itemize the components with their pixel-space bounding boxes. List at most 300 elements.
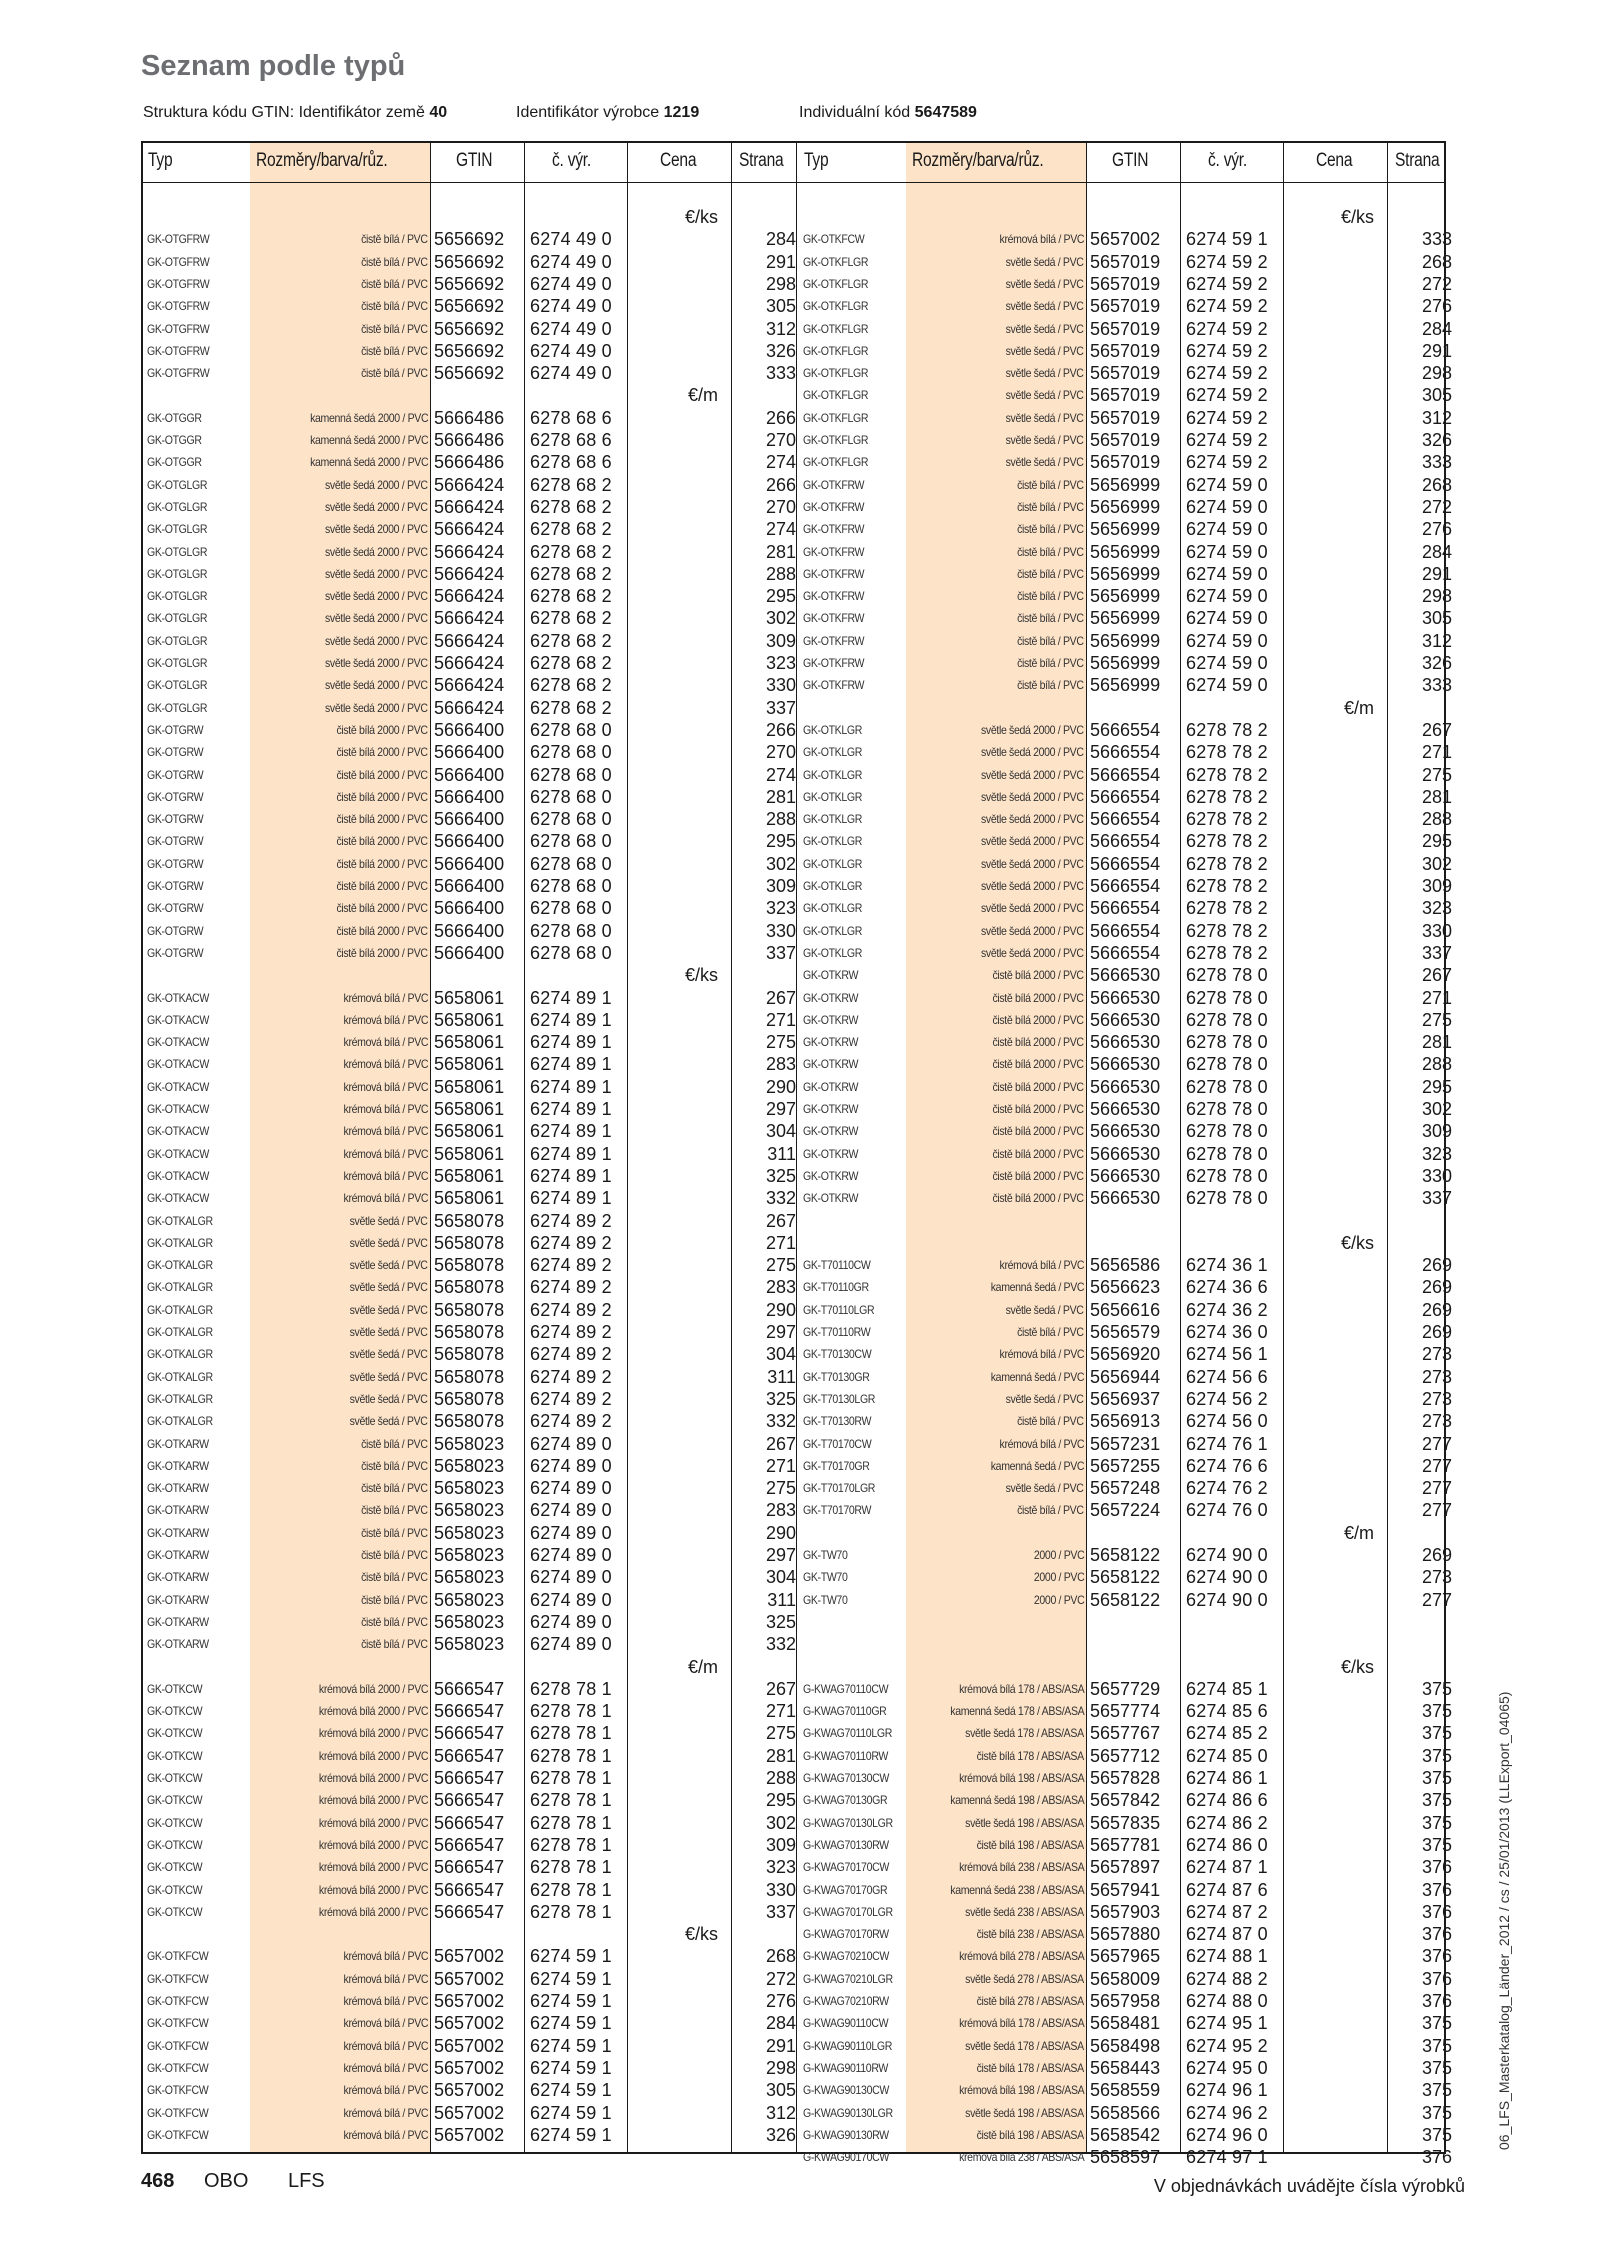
table-row	[0, 1477, 796, 1499]
gtin-cell: 5657224	[1090, 1500, 1161, 1521]
type-cell: GK-OTKFLGR	[803, 388, 869, 403]
article-number-cell: 6274 95 1	[1186, 2013, 1268, 2034]
table-row	[656, 1589, 1452, 1611]
dimension-cell: čistě bílá 2000 / PVC	[992, 1079, 1084, 1094]
article-number-cell: 6278 68 2	[530, 496, 612, 517]
dimension-cell: světle šedá / PVC	[350, 1235, 428, 1250]
table-row	[0, 920, 796, 942]
gtin-cell: 5658009	[1090, 1968, 1161, 1989]
article-number-cell: 6278 78 2	[1186, 920, 1268, 941]
dimension-cell: kamenná šedá 178 / ABS/ASA	[949, 1704, 1084, 1719]
page-ref-cell: 375	[1421, 2080, 1452, 2101]
type-cell: GK-OTGRW	[147, 901, 204, 916]
type-cell: GK-OTKALGR	[147, 1347, 213, 1362]
table-row	[0, 1544, 796, 1566]
page-ref-cell: 271	[765, 1232, 796, 1253]
article-number-cell: 6278 78 0	[1186, 1032, 1268, 1053]
type-cell: GK-OTKLGR	[803, 767, 863, 782]
gtin-cell: 5657965	[1090, 1946, 1161, 1967]
type-cell: GK-OTKRW	[803, 968, 859, 983]
dimension-cell: čistě bílá / PVC	[361, 366, 428, 381]
article-number-cell: 6274 86 1	[1186, 1768, 1268, 1788]
dimension-cell: světle šedá 2000 / PVC	[325, 589, 428, 604]
article-number-cell: 6274 95 2	[1186, 2035, 1268, 2056]
type-cell: GK-OTKRW	[803, 1057, 859, 1072]
dimension-cell: krémová bílá 2000 / PVC	[318, 1704, 428, 1719]
type-cell: GK-T70170CW	[803, 1436, 872, 1451]
gtin-cell: 5656692	[434, 273, 505, 294]
gtin-cell: 5658597	[1090, 2147, 1161, 2168]
page-ref-cell: 267	[765, 1678, 796, 1699]
dimension-cell: krémová bílá / PVC	[999, 1347, 1084, 1362]
gtin-maker-label: Identifikátor výrobce	[516, 104, 664, 121]
gtin-cell: 5656937	[1090, 1388, 1161, 1409]
gtin-cell: 5666424	[434, 541, 505, 562]
table-row	[0, 1879, 796, 1901]
article-number-cell: 6274 89 0	[530, 1589, 612, 1610]
page-ref-cell: 267	[765, 987, 796, 1008]
type-cell: GK-OTGRW	[147, 789, 204, 804]
article-number-cell: 6278 78 2	[1186, 831, 1268, 852]
dimension-cell: světle šedá / PVC	[1006, 433, 1084, 447]
gtin-cell: 5666400	[434, 786, 505, 807]
type-cell: GK-OTKARW	[147, 1525, 209, 1540]
article-number-cell: 6274 36 1	[1186, 1255, 1268, 1276]
dimension-cell: světle šedá 178 / ABS/ASA	[965, 1726, 1084, 1741]
type-cell: GK-T70170RW	[803, 1503, 872, 1518]
gtin-cell: 5658078	[434, 1277, 505, 1298]
page-ref-cell: 330	[765, 920, 796, 941]
article-number-cell: 6274 59 1	[530, 2102, 612, 2123]
type-cell: GK-OTKRW	[803, 990, 859, 1005]
unit-label: €/ks	[684, 207, 718, 227]
unit-row	[656, 1232, 1374, 1254]
type-cell: GK-OTKLGR	[803, 923, 863, 938]
article-number-cell: 6274 59 1	[530, 2057, 612, 2078]
gtin-cell: 5658542	[1090, 2124, 1161, 2145]
gtin-cell: 5666486	[434, 407, 505, 428]
dimension-cell: světle šedá 198 / ABS/ASA	[965, 1815, 1084, 1830]
table-row	[656, 541, 1452, 563]
type-cell: GK-OTKFRW	[803, 544, 865, 559]
table-row	[656, 1388, 1452, 1410]
gtin-cell: 5656692	[434, 296, 505, 317]
unit-row	[0, 384, 718, 406]
article-number-cell: 6274 76 1	[1186, 1433, 1268, 1454]
article-number-cell: 6278 68 2	[530, 541, 612, 562]
dimension-cell: čistě bílá 2000 / PVC	[336, 767, 428, 782]
type-cell: GK-OTKARW	[147, 1614, 209, 1629]
type-cell: GK-OTKFLGR	[803, 276, 869, 291]
gtin-cell: 5657002	[434, 2057, 505, 2078]
article-number-cell: 6274 89 2	[530, 1366, 612, 1387]
article-number-cell: 6278 68 0	[530, 942, 612, 963]
article-number-cell: 6278 78 2	[1186, 853, 1268, 874]
table-row	[656, 1433, 1452, 1455]
article-number-cell: 6274 90 0	[1186, 1545, 1268, 1565]
gtin-cell: 5666530	[1090, 1099, 1161, 1119]
article-number-cell: 6274 59 1	[530, 2013, 612, 2034]
page-ref-cell: 269	[1421, 1277, 1452, 1298]
type-cell: GK-T70110RW	[803, 1325, 871, 1339]
table-row	[656, 1678, 1452, 1700]
table-row	[0, 1143, 796, 1165]
page-ref-cell: 270	[765, 742, 796, 763]
type-cell: G-KWAG90110CW	[803, 2016, 889, 2031]
gtin-cell: 5657002	[434, 2013, 505, 2034]
type-cell: GK-OTGFRW	[147, 276, 210, 291]
type-cell: G-KWAG70210CW	[803, 1949, 889, 1964]
article-number-cell: 6278 68 2	[530, 675, 612, 696]
page-ref-cell: 277	[1421, 1478, 1452, 1499]
dimension-cell: světle šedá 2000 / PVC	[325, 656, 428, 670]
page-ref-cell: 376	[1421, 1857, 1452, 1878]
article-number-cell: 6278 68 0	[530, 898, 612, 919]
article-number-cell: 6274 36 0	[1186, 1322, 1268, 1342]
gtin-cell: 5657002	[434, 2102, 505, 2123]
type-cell: GK-OTKACW	[147, 1012, 209, 1027]
type-cell: GK-OTGRW	[147, 856, 204, 871]
gtin-cell: 5658061	[434, 1032, 505, 1053]
table-row	[656, 853, 1452, 875]
article-number-cell: 6274 96 0	[1186, 2124, 1268, 2145]
gtin-cell: 5666424	[434, 586, 505, 607]
type-cell: GK-OTKARW	[147, 1637, 209, 1652]
footer-section: LFS	[287, 2170, 325, 2192]
type-cell: GK-OTKARW	[147, 1503, 209, 1518]
table-row	[0, 1767, 796, 1789]
article-number-cell: 6274 87 6	[1186, 1879, 1268, 1900]
type-cell: GK-OTKCW	[147, 1860, 203, 1875]
article-number-cell: 6278 68 6	[530, 452, 612, 473]
table-row	[0, 1076, 796, 1098]
dimension-cell: čistě bílá / PVC	[1017, 633, 1084, 648]
table-row	[0, 875, 796, 897]
article-number-cell: 6278 78 1	[530, 1701, 612, 1722]
page-ref-cell: 302	[1421, 853, 1452, 874]
gtin-cell: 5658061	[434, 1143, 505, 1164]
table-row	[656, 228, 1452, 250]
dimension-cell: světle šedá / PVC	[1006, 276, 1084, 291]
dimension-cell: čistě bílá / PVC	[1017, 566, 1084, 581]
article-number-cell: 6274 76 2	[1186, 1478, 1268, 1499]
header-cvyr-right: č. výr.	[1208, 150, 1247, 171]
table-row	[656, 474, 1452, 496]
gtin-cell: 5666400	[434, 764, 505, 785]
dimension-cell: čistě bílá 238 / ABS/ASA	[976, 1927, 1084, 1942]
type-cell: G-KWAG90170CW	[803, 2150, 889, 2165]
dimension-cell: světle šedá / PVC	[1006, 1481, 1084, 1496]
page-ref-cell: 271	[1421, 987, 1452, 1008]
type-cell: GK-OTKFRW	[803, 477, 865, 492]
page-ref-cell: 311	[767, 1589, 796, 1610]
page-ref-cell: 302	[765, 853, 796, 874]
dimension-cell: čistě bílá 2000 / PVC	[336, 879, 428, 893]
dimension-cell: čistě bílá 2000 / PVC	[992, 1168, 1084, 1183]
page-ref-cell: 326	[1421, 653, 1452, 673]
page-ref-cell: 298	[1421, 363, 1452, 384]
table-row	[656, 1633, 1306, 1655]
dimension-cell: čistě bílá 2000 / PVC	[336, 945, 428, 960]
gtin-cell: 5666554	[1090, 898, 1161, 919]
article-number-cell: 6274 59 0	[1186, 586, 1268, 607]
page-ref-cell: 276	[1421, 519, 1452, 540]
dimension-cell: kamenná šedá / PVC	[990, 1369, 1084, 1384]
article-number-cell: 6274 59 2	[1186, 430, 1268, 450]
gtin-cell: 5666554	[1090, 853, 1161, 874]
gtin-cell: 5657903	[1090, 1901, 1161, 1922]
type-cell: GK-OTGFRW	[147, 321, 210, 336]
gtin-cell: 5658122	[1090, 1545, 1161, 1565]
dimension-cell: čistě bílá / PVC	[1017, 611, 1084, 626]
dimension-cell: krémová bílá 2000 / PVC	[318, 1726, 428, 1741]
type-cell: GK-T70110LGR	[803, 1302, 875, 1317]
table-row	[656, 2079, 1452, 2101]
type-cell: GK-OTKRW	[803, 1102, 859, 1116]
article-number-cell: 6274 76 0	[1186, 1500, 1268, 1521]
page-ref-cell: 297	[765, 1099, 796, 1119]
article-number-cell: 6278 68 6	[530, 407, 612, 428]
dimension-cell: světle šedá 178 / ABS/ASA	[965, 2038, 1084, 2053]
table-row	[656, 563, 1452, 585]
type-cell: GK-OTKFLGR	[803, 321, 869, 336]
dimension-cell: světle šedá 2000 / PVC	[981, 767, 1084, 782]
table-row	[656, 1834, 1452, 1856]
dimension-cell: krémová bílá / PVC	[343, 1035, 428, 1050]
page-ref-cell: 275	[765, 1723, 796, 1744]
type-cell: GK-OTKALGR	[147, 1391, 213, 1406]
table-row	[0, 1433, 796, 1455]
article-number-cell: 6274 49 0	[530, 296, 612, 317]
gtin-cell: 5656999	[1090, 586, 1161, 607]
table-row	[0, 1901, 796, 1923]
unit-label: €/ks	[684, 1924, 718, 1945]
gtin-cell: 5656999	[1090, 519, 1161, 540]
dimension-cell: světle šedá 2000 / PVC	[981, 945, 1084, 960]
article-number-cell: 6274 87 0	[1186, 1924, 1268, 1945]
type-cell: GK-OTGRW	[147, 923, 204, 938]
type-cell: GK-OTGGR	[147, 410, 202, 425]
gtin-cell: 5666554	[1090, 920, 1161, 941]
page-ref-cell: 298	[1421, 586, 1452, 607]
article-number-cell: 6274 89 1	[530, 1099, 612, 1119]
dimension-cell: světle šedá 2000 / PVC	[981, 745, 1084, 760]
article-number-cell: 6278 78 2	[1186, 898, 1268, 919]
dimension-cell: čistě bílá 178 / ABS/ASA	[976, 2060, 1084, 2075]
type-cell: GK-OTGLGR	[147, 611, 208, 626]
page-ref-cell: 309	[765, 1834, 796, 1855]
type-cell: GK-OTGRW	[147, 834, 204, 849]
type-cell: GK-OTGRW	[147, 812, 204, 827]
type-cell: GK-OTKFCW	[147, 2105, 209, 2120]
page-ref-cell: 309	[765, 876, 796, 896]
type-cell: GK-OTKARW	[147, 1592, 209, 1607]
table-row	[656, 2124, 1452, 2146]
table-row	[656, 295, 1452, 317]
article-number-cell: 6274 89 2	[530, 1277, 612, 1298]
article-number-cell: 6274 89 0	[530, 1500, 612, 1521]
article-number-cell: 6278 78 1	[530, 1745, 612, 1766]
type-cell: GK-OTGFRW	[147, 299, 210, 314]
page-ref-cell: 309	[765, 630, 796, 651]
gtin-cell: 5666424	[434, 474, 505, 495]
footer-brand: OBO	[203, 2170, 249, 2192]
gtin-cell: 5666400	[434, 898, 505, 919]
dimension-cell: čistě bílá 2000 / PVC	[336, 812, 428, 827]
page-ref-cell: 267	[765, 1433, 796, 1454]
gtin-cell: 5657019	[1090, 251, 1161, 272]
table-row	[0, 318, 796, 340]
dimension-cell: čistě bílá 2000 / PVC	[992, 1102, 1084, 1116]
type-cell: GK-OTKLGR	[803, 879, 863, 893]
dimension-cell: čistě bílá / PVC	[361, 1592, 428, 1607]
page-ref-cell: 333	[1421, 229, 1452, 250]
page-ref-cell: 268	[765, 1946, 796, 1967]
article-number-cell: 6274 59 2	[1186, 273, 1268, 294]
type-cell: GK-OTKFRW	[803, 656, 865, 670]
dimension-cell: čistě bílá / PVC	[361, 343, 428, 358]
type-cell: GK-OTKACW	[147, 1079, 209, 1094]
gtin-cell: 5666424	[434, 697, 505, 718]
header-rule	[141, 182, 1446, 183]
table-row	[0, 764, 796, 786]
gtin-cell: 5666554	[1090, 786, 1161, 807]
page-ref-cell: 270	[765, 496, 796, 517]
dimension-cell: světle šedá / PVC	[1006, 1391, 1084, 1406]
article-number-cell: 6278 78 1	[530, 1901, 612, 1922]
table-row	[0, 295, 796, 317]
type-cell: GK-OTKACW	[147, 1102, 209, 1116]
dimension-cell: čistě bílá / PVC	[361, 1548, 428, 1562]
article-number-cell: 6274 89 0	[530, 1478, 612, 1499]
page-ref-cell: 312	[765, 2102, 796, 2123]
dimension-cell: světle šedá 2000 / PVC	[325, 611, 428, 626]
table-row	[656, 2057, 1452, 2079]
type-cell: GK-OTKFLGR	[803, 433, 869, 447]
gtin-cell: 5666530	[1090, 1032, 1161, 1053]
table-row	[0, 1366, 796, 1388]
article-number-cell: 6278 78 0	[1186, 1076, 1268, 1097]
gtin-cell: 5658078	[434, 1299, 505, 1320]
page-ref-cell: 375	[1421, 1812, 1452, 1833]
page-ref-cell: 295	[765, 586, 796, 607]
type-cell: GK-OTKFCW	[803, 232, 865, 247]
article-number-cell: 6274 89 0	[530, 1455, 612, 1476]
type-cell: G-KWAG70210LGR	[803, 1971, 893, 1986]
dimension-cell: čistě bílá / PVC	[361, 299, 428, 314]
dimension-cell: světle šedá / PVC	[1006, 321, 1084, 336]
page-ref-cell: 291	[1421, 563, 1452, 584]
dimension-cell: krémová bílá / PVC	[343, 1994, 428, 2008]
dimension-cell: čistě bílá 198 / ABS/ASA	[976, 1837, 1084, 1852]
gtin-cell: 5666424	[434, 519, 505, 540]
article-number-cell: 6274 59 1	[530, 1968, 612, 1989]
article-number-cell: 6274 49 0	[530, 229, 612, 250]
dimension-cell: krémová bílá 2000 / PVC	[318, 1860, 428, 1875]
article-number-cell: 6274 59 0	[1186, 608, 1268, 629]
article-number-cell: 6278 78 0	[1186, 1009, 1268, 1030]
dimension-cell: světle šedá 2000 / PVC	[325, 700, 428, 715]
page-ref-cell: 323	[1421, 1143, 1452, 1164]
footer-page	[141, 2170, 325, 2193]
page-ref-cell: 277	[1421, 1433, 1452, 1454]
table-row	[0, 1722, 796, 1744]
table-row	[656, 251, 1452, 273]
page-number: 468	[141, 2170, 175, 2192]
dimension-cell: čistě bílá 2000 / PVC	[992, 1146, 1084, 1161]
table-row	[656, 451, 1452, 473]
page-ref-cell: 284	[765, 2013, 796, 2034]
gtin-cell: 5657002	[434, 1968, 505, 1989]
type-cell: GK-OTKFRW	[803, 611, 865, 626]
article-number-cell: 6278 78 1	[530, 1678, 612, 1699]
type-cell: GK-OTGLGR	[147, 589, 208, 604]
type-cell: GK-OTKFRW	[803, 589, 865, 604]
gtin-cell: 5657767	[1090, 1723, 1161, 1744]
table-row	[656, 1745, 1452, 1767]
article-number-cell: 6274 97 1	[1186, 2147, 1268, 2168]
dimension-cell: čistě bílá / PVC	[361, 1503, 428, 1518]
type-cell: GK-OTKRW	[803, 1191, 859, 1206]
article-number-cell: 6274 59 0	[1186, 630, 1268, 651]
type-cell: GK-T70130CW	[803, 1347, 872, 1362]
unit-label: €/ks	[1340, 207, 1374, 227]
gtin-cell: 5666554	[1090, 809, 1161, 830]
table-row	[0, 251, 796, 273]
page-ref-cell: 288	[1421, 1054, 1452, 1075]
table-row	[656, 1477, 1452, 1499]
gtin-cell: 5657019	[1090, 407, 1161, 428]
dimension-cell: světle šedá / PVC	[350, 1369, 428, 1384]
gtin-cell: 5657019	[1090, 296, 1161, 317]
gtin-cell: 5658023	[434, 1589, 505, 1610]
page-ref-cell: 277	[1421, 1500, 1452, 1521]
gtin-cell: 5666547	[434, 1701, 505, 1722]
gtin-cell: 5658023	[434, 1500, 505, 1521]
dimension-cell: světle šedá / PVC	[350, 1391, 428, 1406]
article-number-cell: 6278 78 0	[1186, 987, 1268, 1008]
gtin-cell: 5656999	[1090, 496, 1161, 517]
dimension-cell: čistě bílá / PVC	[361, 1436, 428, 1451]
dimension-cell: krémová bílá / PVC	[343, 2083, 428, 2098]
page-ref-cell: 337	[1421, 1188, 1452, 1209]
article-number-cell: 6274 36 2	[1186, 1299, 1268, 1320]
type-cell: GK-OTKFRW	[803, 633, 865, 648]
article-number-cell: 6274 89 0	[530, 1567, 612, 1588]
gtin-cell: 5666400	[434, 742, 505, 763]
article-number-cell: 6274 59 2	[1186, 407, 1268, 428]
page-ref-cell: 375	[1421, 2013, 1452, 2034]
dimension-cell: čistě bílá / PVC	[1017, 544, 1084, 559]
header-cena-right: Cena	[1316, 150, 1353, 171]
gtin-cell: 5658061	[434, 1121, 505, 1142]
table-row	[0, 1678, 796, 1700]
type-cell: G-KWAG70130RW	[803, 1837, 889, 1852]
table-row	[0, 362, 796, 384]
page-ref-cell: 375	[1421, 2057, 1452, 2078]
table-row	[0, 1633, 796, 1655]
page-ref-cell: 291	[1421, 340, 1452, 361]
table-row	[0, 830, 796, 852]
table-row	[0, 652, 796, 674]
table-row	[0, 518, 796, 540]
page-ref-cell: 283	[765, 1277, 796, 1298]
type-cell: GK-OTKLGR	[803, 812, 863, 827]
table-row	[656, 1143, 1452, 1165]
type-cell: GK-OTKACW	[147, 1124, 209, 1139]
article-number-cell: 6278 68 2	[530, 653, 612, 673]
page-ref-cell: 323	[765, 1857, 796, 1878]
